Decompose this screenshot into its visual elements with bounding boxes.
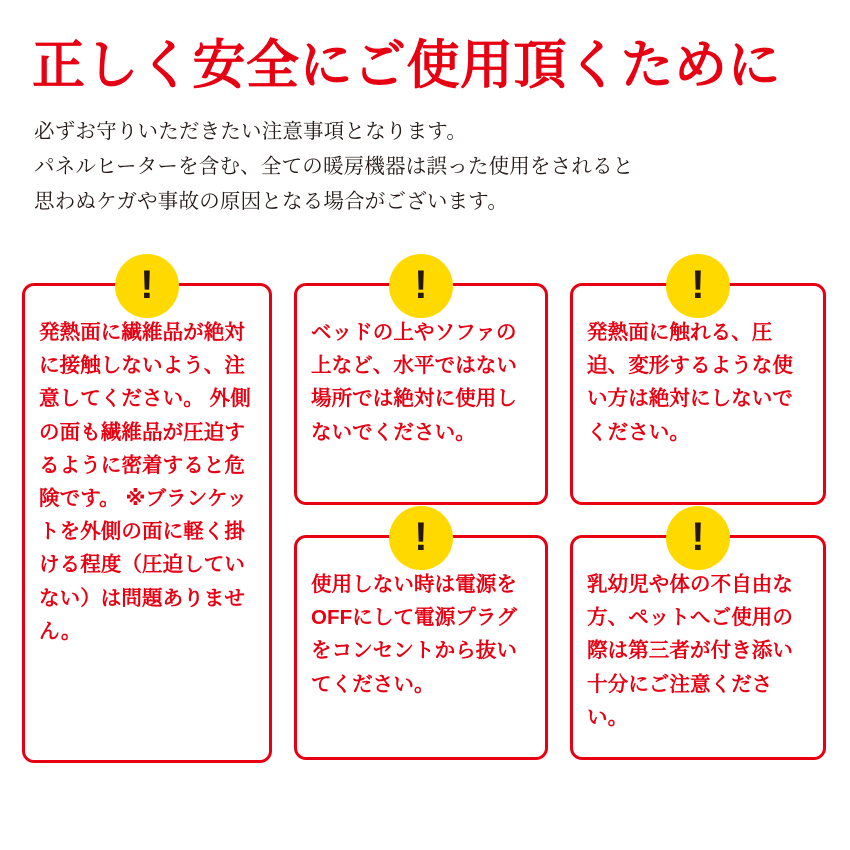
exclamation-icon: ! (389, 506, 453, 570)
warning-card-text: 発熱面に触れる、圧迫、変形するような使い方は絶対にしないでください。 (587, 321, 793, 444)
lead-paragraph (34, 114, 828, 220)
warning-card-text: 乳幼児や体の不自由な方、ペットへご使用の際は第三者が付き添い十分にご注意ください。 (587, 573, 793, 729)
lead-line-1: 必ずお守りいただきたい注意事項となります。 (34, 119, 468, 143)
warning-column-middle (294, 263, 548, 763)
warning-card-power-off-unplug (294, 515, 548, 760)
exclamation-icon: ! (666, 254, 730, 318)
warning-column-left (22, 263, 272, 763)
warning-card-children-pets-supervision (570, 515, 826, 760)
warning-card-text: 発熱面に繊維品が絶対に接触しないよう、注意してください。 外側の面も繊維品が圧迫するように密着すると危険です。 ※ブランケットを外側の面に軽く掛ける程度（圧迫していない）は問題ありません。 (39, 321, 251, 643)
exclamation-icon: ! (115, 254, 179, 318)
warning-card-no-touch-press-deform (570, 263, 826, 505)
exclamation-icon: ! (389, 254, 453, 318)
warning-card-fabric-contact (22, 263, 272, 763)
page-title: 正しく安全にご使用頂くために (32, 36, 781, 95)
lead-line-2: パネルヒーターを含む、全ての暖房機器は誤った使用をされると (34, 154, 634, 178)
warning-card-text: ベッドの上やソファの上など、水平ではない場所では絶対に使用しないでください。 (311, 321, 517, 444)
warning-column-right (570, 263, 826, 763)
exclamation-icon: ! (666, 506, 730, 570)
warning-card-no-uneven-surface (294, 263, 548, 505)
warning-card-text: 使用しない時は電源をOFFにして電源プラグをコンセントから抜いてください。 (311, 573, 518, 696)
lead-line-3: 思わぬケガや事故の原因となる場合がございます。 (34, 190, 509, 214)
warning-card-grid (22, 263, 828, 763)
